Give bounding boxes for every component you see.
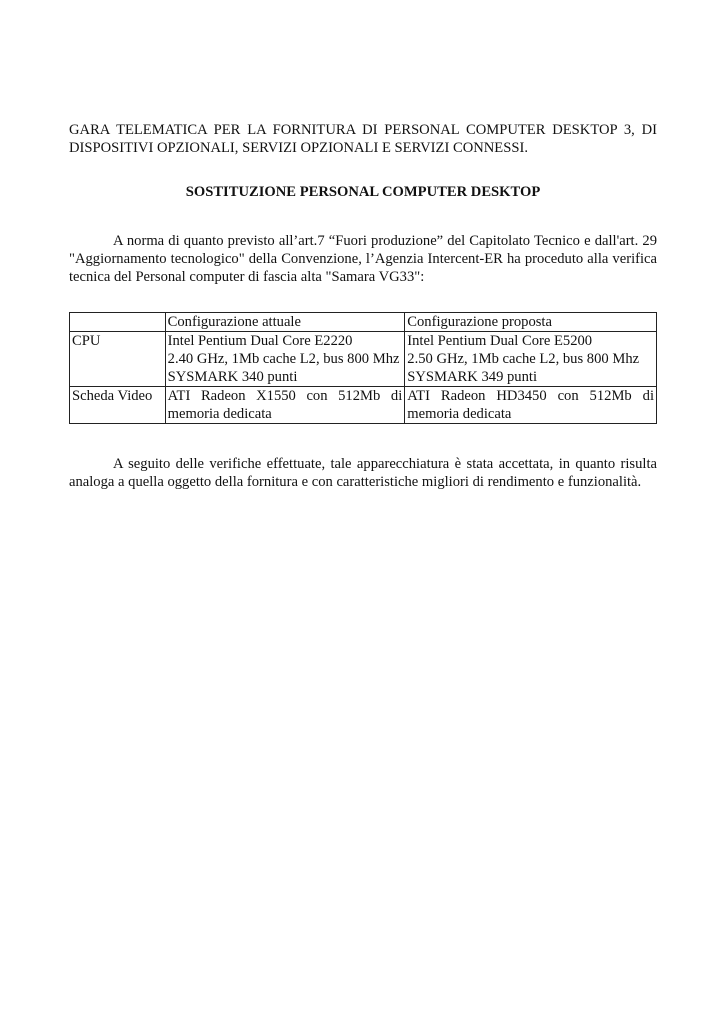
table-header-row xyxy=(70,313,657,332)
proposed-config-cell xyxy=(405,387,657,424)
cell-line: Intel Pentium Dual Core E5200 xyxy=(407,333,593,349)
intro-paragraph xyxy=(69,232,657,286)
intro-line: A norma di quanto previsto all’art.7 “Fuori produzione” del Capitolato Tecnico e dall'art. 29 xyxy=(113,233,657,249)
cell-line: memoria dedicata xyxy=(407,406,512,422)
intro-line: tecnica del Personal computer di fascia alta "Samara VG33": xyxy=(69,269,425,285)
current-config-cell xyxy=(165,387,405,424)
document-page xyxy=(69,121,657,506)
row-label: Scheda Video xyxy=(70,387,166,424)
cell-line: SYSMARK 340 punti xyxy=(167,369,298,385)
current-config-cell xyxy=(165,332,405,387)
proposed-config-cell xyxy=(405,332,657,387)
heading-line: GARA TELEMATICA PER LA FORNITURA DI PERSONAL COMPUTER DESKTOP 3, DI xyxy=(69,122,657,138)
table-header-cell: Configurazione attuale xyxy=(165,313,405,332)
cell-line: ATI Radeon X1550 con 512Mb di xyxy=(167,388,403,404)
conclusion-line: A seguito delle verifiche effettuate, tale apparecchiatura è stata accettata, in quanto risulta xyxy=(113,456,657,472)
cell-line: ATI Radeon HD3450 con 512Mb di xyxy=(407,388,654,404)
table-header-cell: Configurazione proposta xyxy=(405,313,657,332)
row-label: CPU xyxy=(70,332,166,387)
document-subtitle: SOSTITUZIONE PERSONAL COMPUTER DESKTOP xyxy=(185,184,541,200)
cell-line: 2.40 GHz, 1Mb cache L2, bus 800 Mhz xyxy=(167,351,400,367)
cell-line: 2.50 GHz, 1Mb cache L2, bus 800 Mhz xyxy=(407,351,640,367)
heading-line: DISPOSITIVI OPZIONALI, SERVIZI OPZIONALI E SERVIZI CONNESSI. xyxy=(69,140,528,156)
cell-line: memoria dedicata xyxy=(167,406,272,422)
table-row xyxy=(70,332,657,387)
table-header-cell xyxy=(70,313,166,332)
cell-line: Intel Pentium Dual Core E2220 xyxy=(167,333,353,349)
conclusion-line: analoga a quella oggetto della fornitura e con caratteristiche migliori di rendimento e funzionalità. xyxy=(69,474,642,490)
configuration-table xyxy=(69,312,657,424)
intro-line: "Aggiornamento tecnologico" della Convenzione, l’Agenzia Intercent-ER ha proceduto alla verifica xyxy=(69,251,657,267)
document-heading xyxy=(69,121,657,157)
cell-line: SYSMARK 349 punti xyxy=(407,369,538,385)
table-row xyxy=(70,387,657,424)
conclusion-paragraph xyxy=(69,455,657,491)
